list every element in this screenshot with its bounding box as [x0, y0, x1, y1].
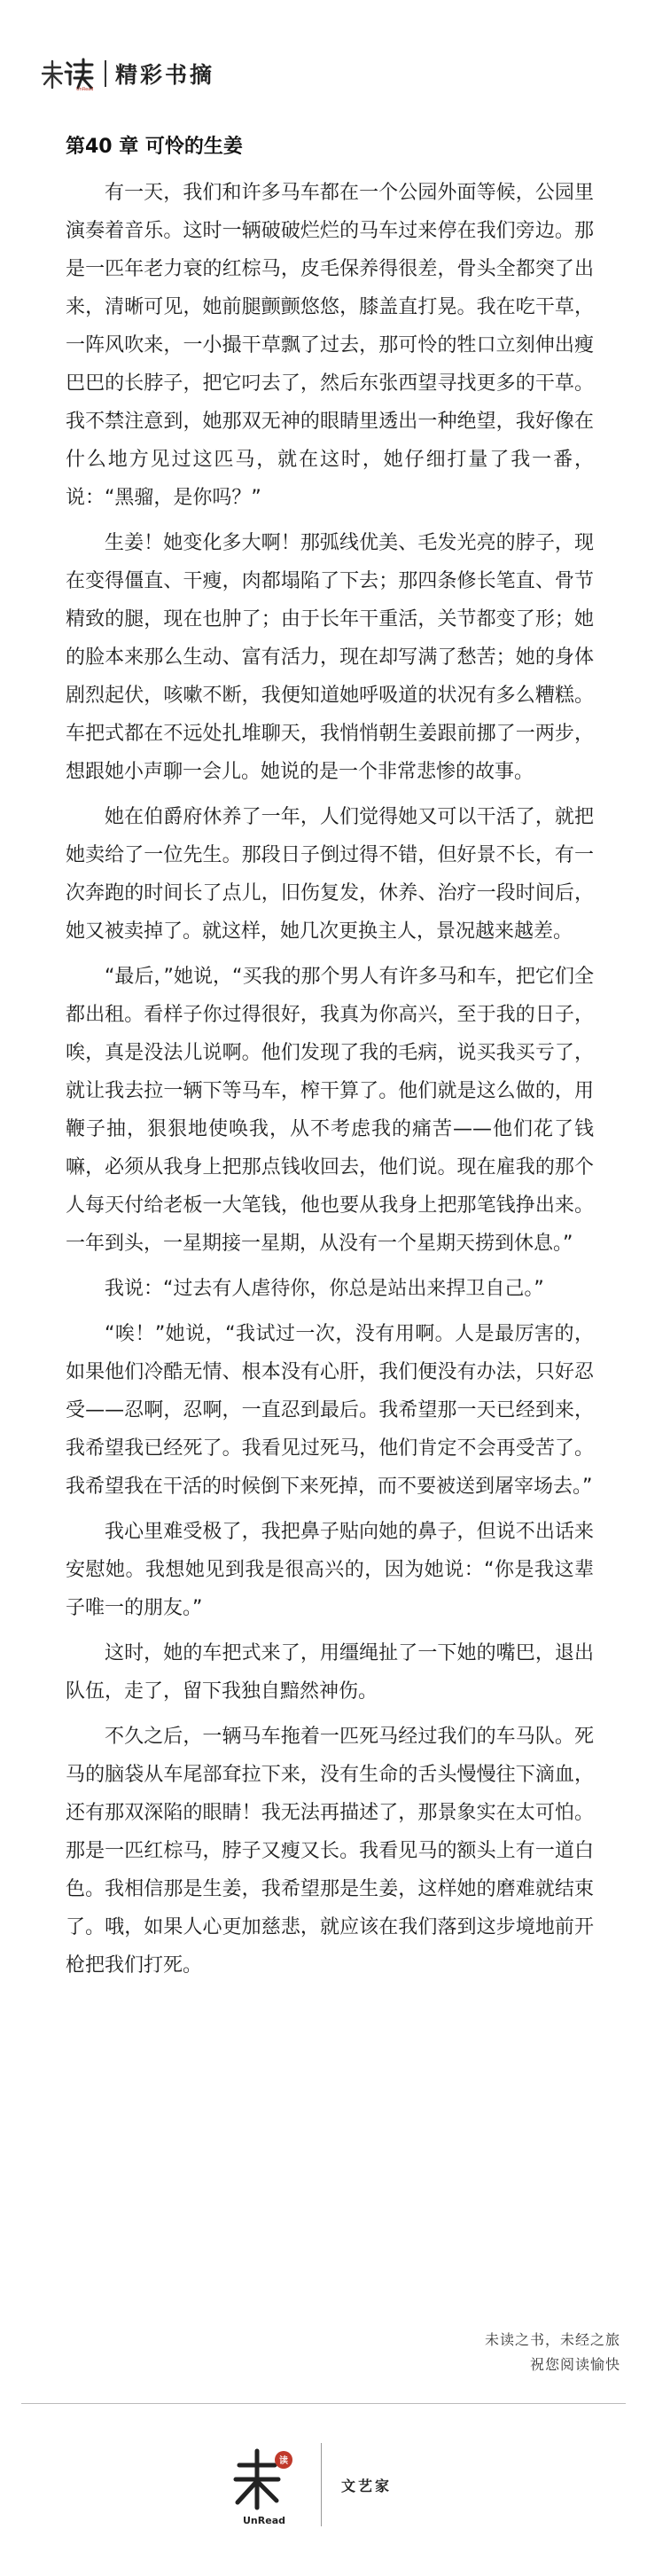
paragraph: 我说：“过去有人虐待你，你总是站出来捍卫自己。”: [105, 1278, 544, 1300]
unread-logo-icon: [41, 56, 97, 91]
footer-brand-name: 文艺家: [341, 2477, 393, 2494]
svg-text:读: 读: [279, 2456, 288, 2466]
svg-text:UnRead: UnRead: [76, 87, 94, 91]
paragraph: 生姜！她变化多大啊！那弧线优美、毛发光亮的脖子，现在变得僵直、干瘦，肉都塌陷了下去；那四条修长笔直、骨节精致的腿，现在也肿了；由于长年干重活，关节都变了形；她的脸本来那么生动、富有活力，现在却写满了愁苦；她的身体剧烈起伏，咳嗽不断，我便知道她呼吸道的状况有多么糟糕。车把式都在不远处扎堆聊天，我悄悄朝生姜跟前挪了一两步，想跟她小声聊一会儿。她说的是一个非常悲惨的故事。: [66, 532, 594, 783]
footer-brand-divider: [321, 2443, 322, 2526]
footer-quote-line: 祝您阅读愉快: [529, 2356, 620, 2373]
header: [41, 53, 214, 94]
footer-brand: [229, 2440, 392, 2529]
paragraph: 不久之后，一辆马车拖着一匹死马经过我们的车马队。死马的脑袋从车尾部耷拉下来，没有生命的舌头慢慢往下滴血，还有那双深陷的眼睛！我无法再描述了，那景象实在太可怕。那是一匹红棕马，脖子又瘦又长。我看见马的额头上有一道白色。我相信那是生姜，我希望那是生姜，这样她的磨难就结束了。哦，如果人心更加慈悲，就应该在我们落到这步境地前开枪把我们打死。: [66, 1726, 594, 1977]
header-divider: [105, 60, 106, 87]
footer-divider-line: [21, 2403, 626, 2404]
paragraph: 我心里难受极了，我把鼻子贴向她的鼻子，但说不出话来安慰她。我想她见到我是很高兴的，因为她说：“你是我这辈子唯一的朋友。”: [66, 1521, 594, 1619]
footer-quote: [485, 2328, 620, 2377]
paragraph: 有一天，我们和许多马车都在一个公园外面等候，公园里演奏着音乐。这时一辆破破烂烂的马车过来停在我们旁边。那是一匹年老力衰的红棕马，皮毛保养得很差，骨头全都突了出来，清晰可见，她前腿颤颤悠悠，膝盖直打晃。我在吃干草，一阵风吹来，一小撮干草飘了过去，那可怜的牲口立刻伸出瘦巴巴的长脖子，把它叼去了，然后东张西望寻找更多的干草。我不禁注意到，她那双无神的眼睛里透出一种绝望，我好像在什么地方见过这匹马，就在这时，她仔细打量了我一番，说：“黑骝，是你吗？”: [66, 182, 594, 509]
paragraph: 这时，她的车把式来了，用缰绳扯了一下她的嘴巴，退出队伍，走了，留下我独自黯然神伤。: [66, 1642, 594, 1703]
header-title: 精彩书摘: [115, 62, 215, 88]
article-body: [66, 174, 594, 1992]
paragraph: “唉！”她说，“我试过一次，没有用啊。人是最厉害的，如果他们冷酷无情、根本没有心肝，我们便没有办法，只好忍受——忍啊，忍啊，一直忍到最后。我希望那一天已经到来，我希望我已经死了。我看见过死马，他们肯定不会再受苦了。我希望我在干活的时候倒下来死掉，而不要被送到屠宰场去。”: [66, 1323, 594, 1498]
chapter-title: 第40 章 可怜的生姜: [66, 136, 243, 158]
paragraph: 她在伯爵府休养了一年，人们觉得她又可以干活了，就把她卖给了一位先生。那段日子倒过得不错，但好景不长，有一次奔跑的时间长了点儿，旧伤复发，休养、治疗一段时间后，她又被卖掉了。就这样，她几次更换主人，景况越来越差。: [66, 806, 594, 943]
footer-quote-line: 未读之书，未经之旅: [484, 2331, 620, 2348]
svg-text:UnRead: UnRead: [243, 2515, 285, 2526]
paragraph: “最后，”她说，“买我的那个男人有许多马和车，把它们全都出租。看样子你过得很好，我真为你高兴，至于我的日子，唉，真是没法儿说啊。他们发现了我的毛病，说买我买亏了，就让我去拉一辆下等马车，榨干算了。他们就是这么做的，用鞭子抽，狠狠地使唤我，从不考虑我的痛苦——他们花了钱嘛，必须从我身上把那点钱收回去，他们说。现在雇我的那个人每天付给老板一大笔钱，他也要从我身上把那笔钱挣出来。一年到头，一星期接一星期，从没有一个星期天捞到休息。”: [66, 966, 594, 1255]
unread-brand-logo-icon: [229, 2440, 300, 2529]
